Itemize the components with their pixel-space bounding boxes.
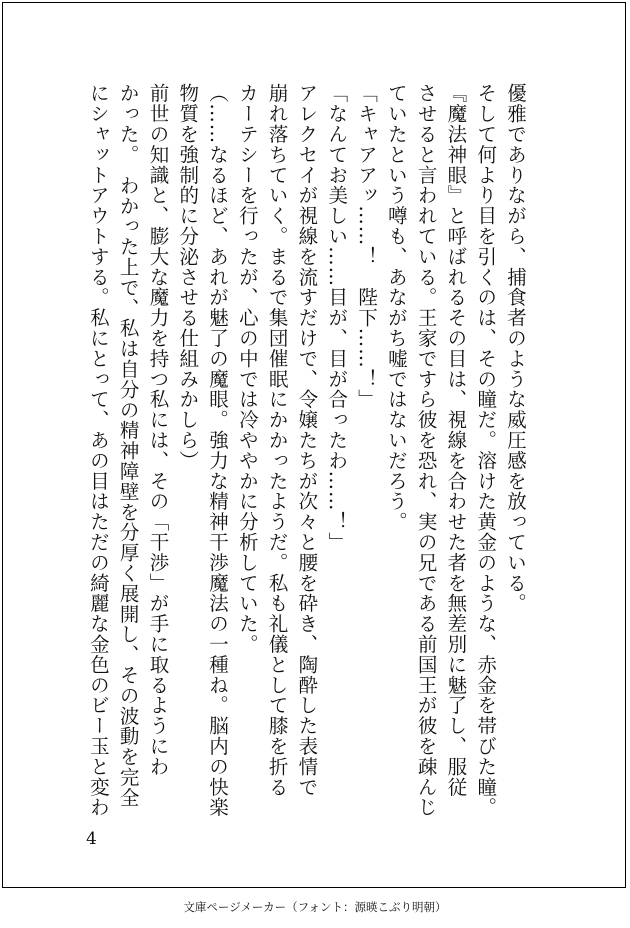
page-frame xyxy=(2,2,626,888)
text-line: 物質を強制的に分泌させる仕組みかしら） xyxy=(176,83,200,471)
text-line: 「キャアアッ……！ 陛下……！」 xyxy=(355,83,379,410)
page-number: 4 xyxy=(86,829,97,849)
footer-credit: 文庫ページメーカー（フォント：源暎こぶり明朝） xyxy=(183,900,447,914)
text-line: そして何より目を引くのは、その瞳だ。溶けた黄金のような、赤金を帯びた瞳。 xyxy=(474,83,498,818)
text-line: 「なんてお美しい……目が、目が合ったわ……！」 xyxy=(325,83,349,553)
text-line: 『魔法神眼』と呼ばれるその目は、視線を合わせた者を無差別に魅了し、服従 xyxy=(444,83,468,797)
text-line: （……なるほど、あれが魅了の魔眼。強力な精神干渉魔法の一種ね。脳内の快楽 xyxy=(206,83,230,818)
text-line: かった。 わかった上で、私は自分の精神障壁を分厚く展開し、その波動を完全 xyxy=(116,83,140,808)
text-line: ていたという噂も、あながち嘘ではないだろう。 xyxy=(384,83,408,532)
text-line: 前世の知識と、膨大な魔力を持つ私には、その「干渉」が手に取るようにわ xyxy=(146,83,170,777)
text-line: 崩れ落ちていく。まるで集団催眠にかかったようだ。私も礼儀として膝を折る xyxy=(265,83,289,797)
text-line: 優雅でありながら、捕食者のような威圧感を放っている。 xyxy=(504,83,527,614)
text-line: させると言われている。王家ですら彼を恐れ、実の兄である前国王が彼を疎んじ xyxy=(414,83,438,818)
vertical-text-body xyxy=(83,83,530,818)
text-line: カーテシーを行ったが、心の中では冷ややかに分析していた。 xyxy=(235,83,259,655)
text-line: アレクセイが視線を流すだけで、令嬢たちが次々と腰を砕き、陶酔した表情で xyxy=(295,83,319,797)
text-line: にシャットアウトする。私にとって、あの目はただの綺麗な金色のビー玉と変わ xyxy=(86,83,110,818)
